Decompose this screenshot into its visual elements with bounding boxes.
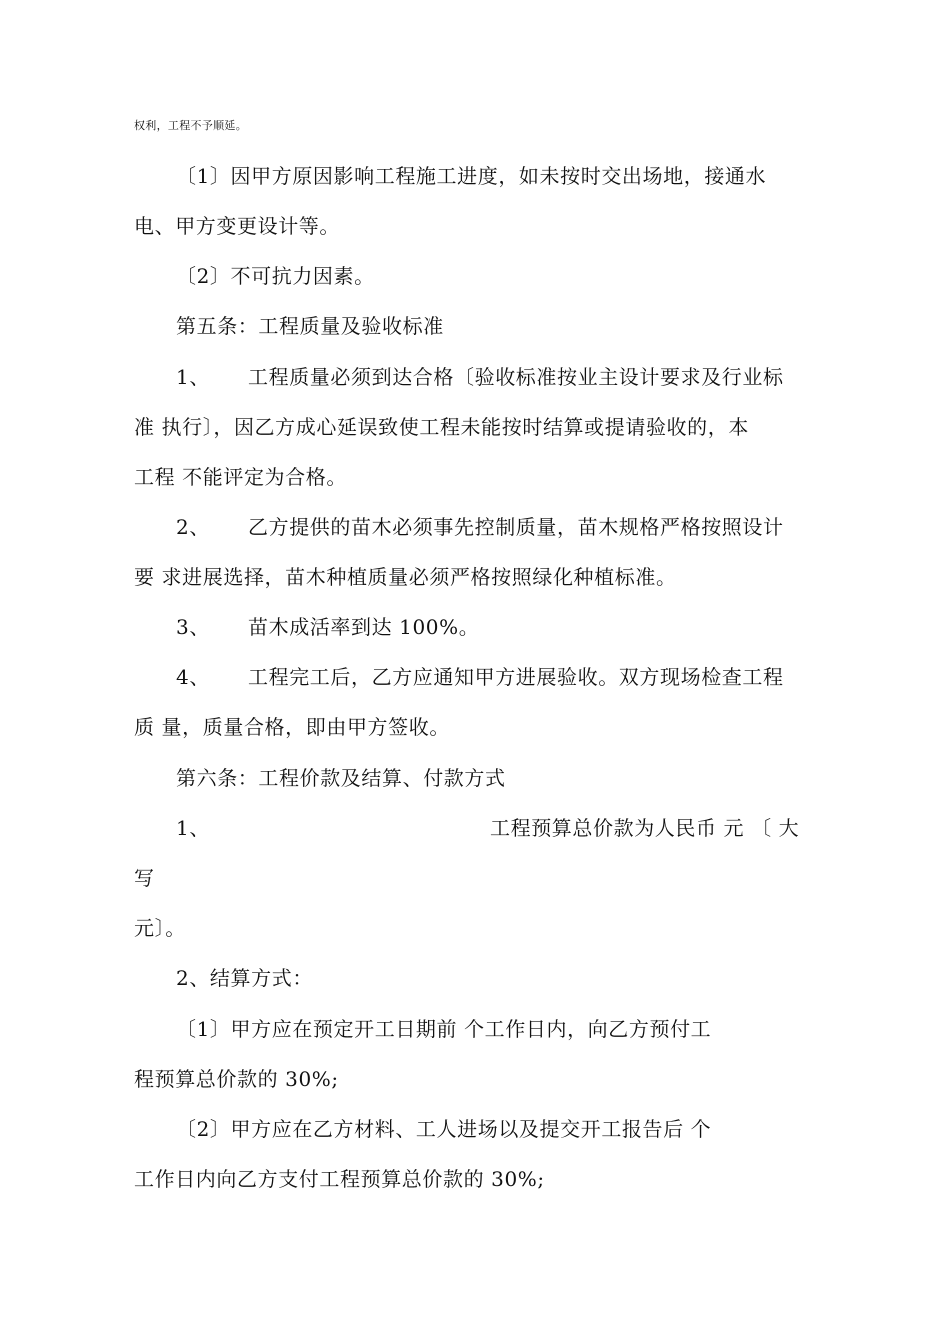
text-line: 电、甲方变更设计等。	[134, 214, 340, 238]
text-line: 质 量，质量合格，即由甲方签收。	[134, 715, 450, 739]
text-line: 工作日内向乙方支付工程预算总价款的 30%;	[134, 1167, 545, 1191]
text-line: 〔1〕甲方应在预定开工日期前 个工作日内，向乙方预付工	[176, 1017, 712, 1041]
text-line: 写	[134, 866, 155, 890]
text-line: 工程质量必须到达合格〔验收标准按业主设计要求及行业标	[248, 365, 784, 389]
text-line: 〔2〕甲方应在乙方材料、工人进场以及提交开工报告后 个	[176, 1117, 712, 1141]
text-line: 元〕。	[134, 916, 186, 940]
text-line: 〔2〕不可抗力因素。	[176, 264, 375, 288]
text-line: 乙方提供的苗木必须事先控制质量，苗木规格严格按照设计	[248, 515, 784, 539]
text-line: 工程完工后，乙方应通知甲方进展验收。双方现场检查工程	[248, 665, 784, 689]
text-line: 程预算总价款的 30%;	[134, 1067, 339, 1091]
item-number: 2、	[176, 515, 210, 539]
text-line: 准 执行〕，因乙方成心延误致使工程未能按时结算或提请验收的，本	[134, 415, 749, 439]
item-number: 4、	[176, 665, 210, 689]
item-number: 1、	[176, 816, 210, 840]
text-line: 工程预算总价款为人民币 元 〔 大	[490, 816, 800, 840]
article-heading: 第五条：工程质量及验收标准	[176, 314, 444, 338]
text-line: 要 求进展选择，苗木种植质量必须严格按照绿化种植标准。	[134, 565, 677, 589]
article-heading: 第六条：工程价款及结算、付款方式	[176, 766, 506, 790]
text-line: 〔1〕因甲方原因影响工程施工进度，如未按时交出场地，接通水	[176, 164, 767, 188]
text-line: 权利，工程不予顺延。	[134, 119, 247, 132]
item-number: 3、	[176, 615, 210, 639]
text-line: 苗木成活率到达 100%。	[248, 615, 480, 639]
text-line: 工程 不能评定为合格。	[134, 465, 347, 489]
item-number: 1、	[176, 365, 210, 389]
text-line: 2、结算方式：	[176, 966, 313, 990]
